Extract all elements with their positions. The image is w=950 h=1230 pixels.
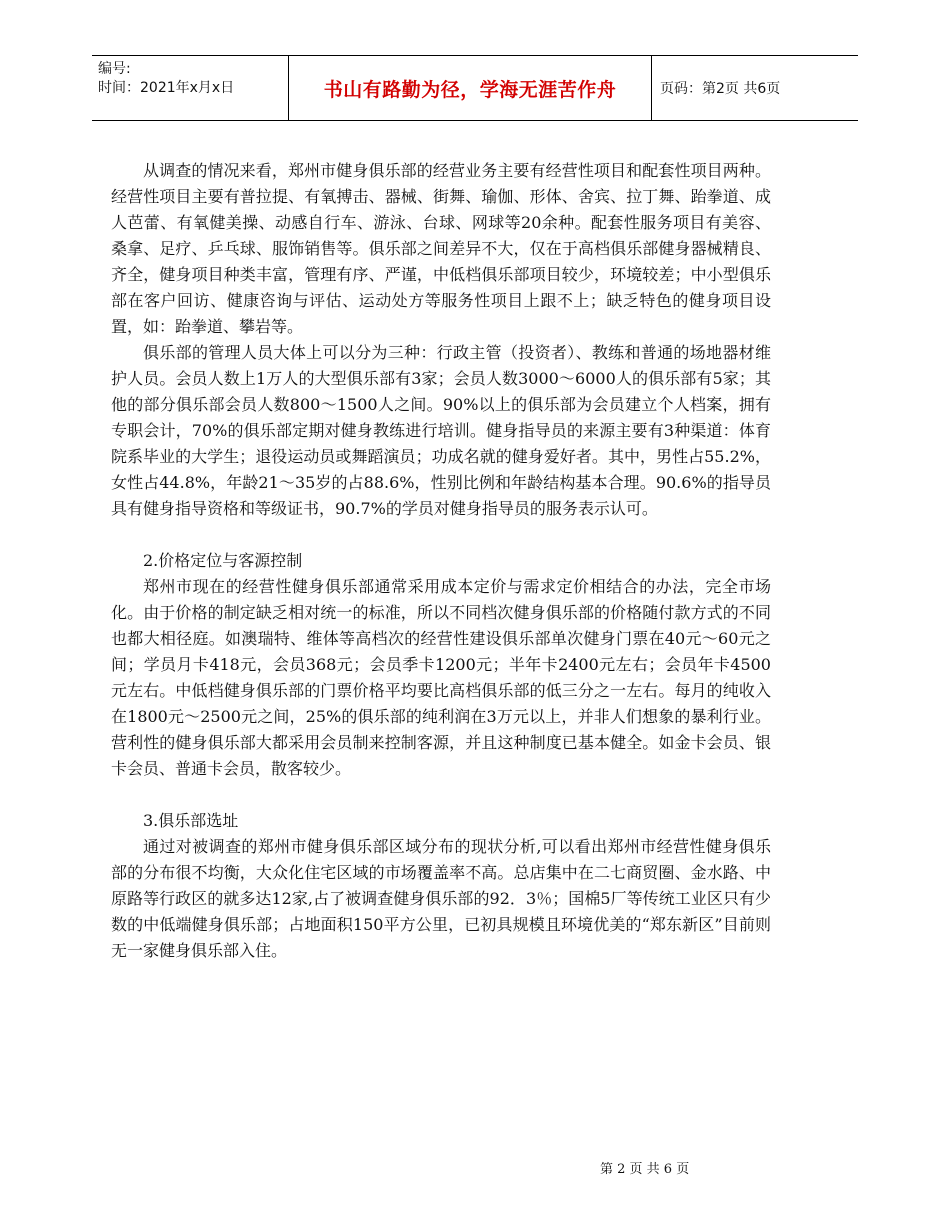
paragraph-location: 通过对被调查的郑州市健身俱乐部区域分布的现状分析,可以看出郑州市经营性健身俱乐部的分布很不均衡，大众化住宅区域的市场覆盖率不高。总店集中在二七商贸圈、金水路、中原路等行政区的就多达12家,占了被调查健身俱乐部的92．3％；国棉5厂等传统工业区只有少数的中低端健身俱乐部；占地面积150平方公里，已初具规模且环境优美的“郑东新区”目前则无一家健身俱乐部入住。 <box>111 837 771 960</box>
motto-text: 书山有路勤为径，学海无涯苦作舟 <box>323 78 617 101</box>
section-heading-pricing: 2.价格定位与客源控制 <box>143 551 303 570</box>
header-motto-cell <box>288 56 652 120</box>
page-label: 页码：第2页 共6页 <box>660 81 781 97</box>
page-footer: 第 2 页 共 6 页 <box>600 1162 690 1177</box>
number-label: 编号: <box>98 61 131 77</box>
paragraph-pricing: 郑州市现在的经营性健身俱乐部通常采用成本定价与需求定价相结合的办法，完全市场化。由于价格的制定缺乏相对统一的标准，所以不同档次健身俱乐部的价格随付款方式的不同也都大相径庭。如澳瑞特、维体等高档次的经营性建设俱乐部单次健身门票在40元～60元之间；学员月卡418元，会员368元；会员季卡1200元；半年卡2400元左右；会员年卡4500元左右。中低档健身俱乐部的门票价格平均要比高档俱乐部的低三分之一左右。每月的纯收入在1800元～2500元之间，25%的俱乐部的纯利润在3万元以上，并非人们想象的暴利行业。营利性的健身俱乐部大都采用会员制来控制客源，并且这种制度已基本健全。如金卡会员、银卡会员、普通卡会员，散客较少。 <box>111 577 771 778</box>
page-header <box>92 55 858 121</box>
document-body <box>111 158 771 964</box>
header-page-cell <box>660 56 780 120</box>
paragraph-staff: 俱乐部的管理人员大体上可以分为三种：行政主管（投资者）、教练和普通的场地器材维护人员。会员人数上1万人的大型俱乐部有3家；会员人数3000～6000人的俱乐部有5家；其他的部分俱乐部会员人数800～1500人之间。90%以上的俱乐部为会员建立个人档案，拥有专职会计，70%的俱乐部定期对健身教练进行培训。健身指导员的来源主要有3种渠道：体育院系毕业的大学生；退役运动员或舞蹈演员；功成名就的健身爱好者。其中，男性占55.2%，女性占44.8%，年龄21～35岁的占88.6%，性别比例和年龄结构基本合理。90.6%的指导员具有健身指导资格和等级证书，90.7%的学员对健身指导员的服务表示认可。 <box>111 343 771 518</box>
section-heading-location: 3.俱乐部选址 <box>143 811 239 830</box>
time-label: 时间：2021年x月x日 <box>98 80 235 96</box>
paragraph-business: 从调查的情况来看，郑州市健身俱乐部的经营业务主要有经营性项目和配套性项目两种。经营性项目主要有普拉提、有氧搏击、器械、街舞、瑜伽、形体、舍宾、拉丁舞、跆拳道、成人芭蕾、有氧健美操、动感自行车、游泳、台球、网球等20余种。配套性服务项目有美容、桑拿、足疗、乒乓球、服饰销售等。俱乐部之间差异不大，仅在于高档俱乐部健身器械精良、齐全，健身项目种类丰富，管理有序、严谨，中低档俱乐部项目较少，环境较差；中小型俱乐部在客户回访、健康咨询与评估、运动处方等服务性项目上跟不上；缺乏特色的健身项目设置，如：跆拳道、攀岩等。 <box>111 161 771 336</box>
spacer <box>111 782 771 808</box>
spacer <box>111 522 771 548</box>
header-meta <box>98 60 288 98</box>
